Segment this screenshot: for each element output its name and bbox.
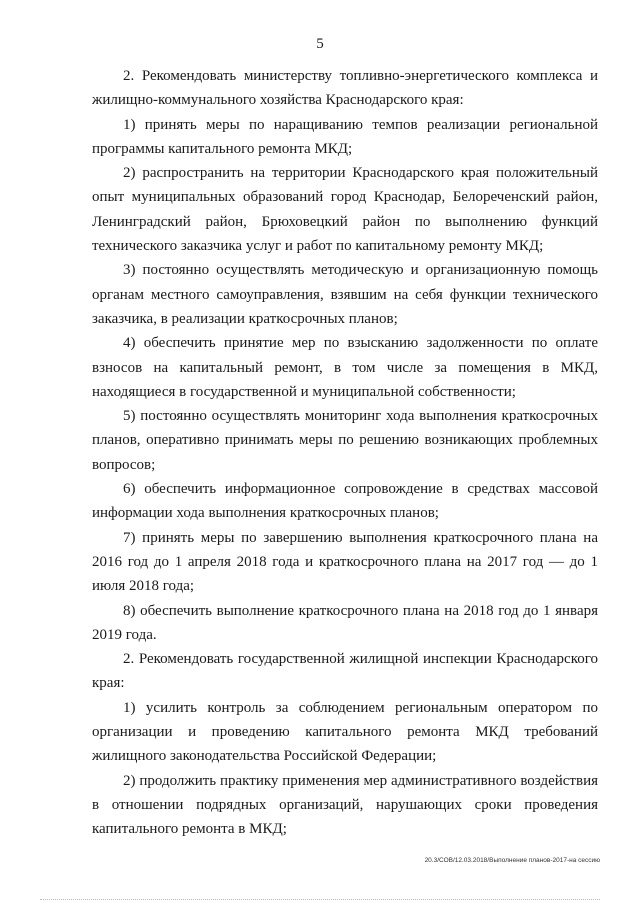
paragraph-item-4: 4) обеспечить принятие мер по взысканию задолженности по оплате взносов на капитальный ремонт, в том числе за помещения в МКД, находящиеся в государственной и муниципальной собственности; [92, 335, 598, 400]
paragraph-inspection-item-1: 1) усилить контроль за соблюдением региональным оператором по организации и проведению капитального ремонта МКД требований жилищного законодательства Российской Федерации; [92, 699, 598, 765]
paragraph-item-5: 5) постоянно осуществлять мониторинг хода выполнения краткосрочных планов, оперативно принимать меры по решению возникающих проблемных вопросов; [92, 408, 598, 473]
paragraph-item-8: 8) обеспечить выполнение краткосрочного плана на 2018 год до 1 января 2019 года. [92, 602, 598, 643]
paragraph-item-2: 2) распространить на территории Краснодарского края положительный опыт муниципальных образований город Краснодар, Белореченский район, Ленинградский район, Брюховецкий район по выполнению функций технического заказчика услуг и работ по капитальному ремонту МКД; [92, 165, 598, 255]
paragraph-item-7: 7) принять меры по завершению выполнения краткосрочного плана на 2016 год до 1 апреля 2018 года и краткосрочного плана на 2017 год — до 1 июля 2018 года; [92, 529, 598, 595]
paragraph-inspection-item-2: 2) продолжить практику применения мер административного воздействия в отношении подрядных организаций, нарушающих сроки проведения капитального ремонта в МКД; [92, 772, 598, 838]
paragraph-item-3: 3) постоянно осуществлять методическую и организационную помощь органам местного самоуправления, взявшим на себя функции технического заказчика, в реализации краткосрочных планов; [92, 262, 598, 327]
paragraph-recommend-ministry: 2. Рекомендовать министерству топливно-энергетического комплекса и жилищно-коммунального хозяйства Краснодарского края: [92, 68, 598, 109]
document-footer-code: 20.3/СОВ/12.03.2018/Выполнение планов-2017-на сессию [424, 857, 600, 864]
document-body [92, 64, 598, 842]
paragraph-recommend-inspection: 2. Рекомендовать государственной жилищной инспекции Краснодарского края: [92, 651, 598, 692]
bottom-divider [40, 899, 600, 900]
page-number: 5 [316, 36, 324, 52]
paragraph-item-6: 6) обеспечить информационное сопровождение в средствах массовой информации хода выполнения краткосрочных планов; [92, 481, 598, 522]
paragraph-item-1: 1) принять меры по наращиванию темпов реализации региональной программы капитального ремонта МКД; [92, 116, 598, 157]
